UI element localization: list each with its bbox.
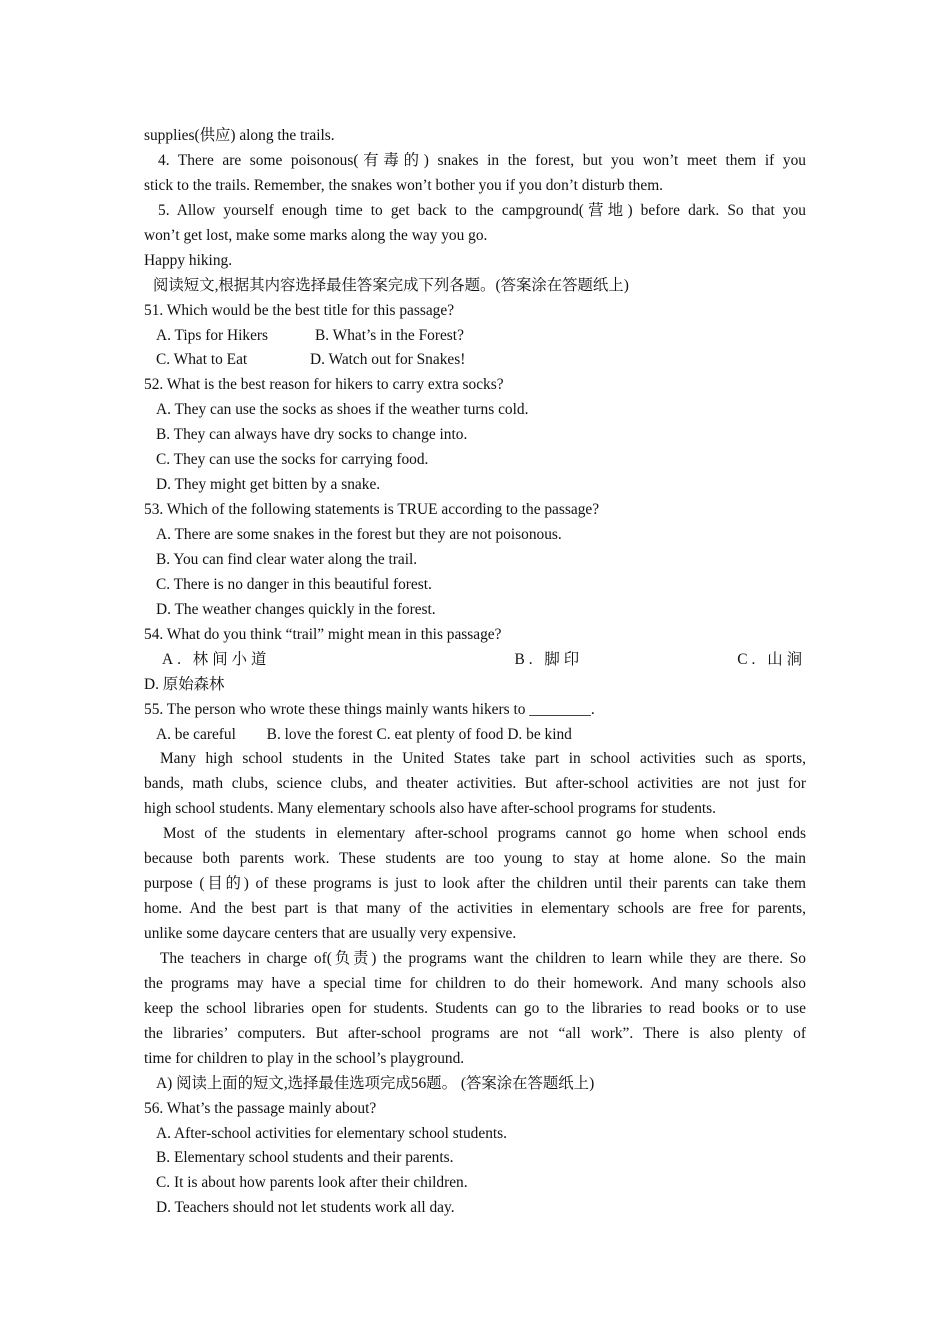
tip-4-line-1: 4. There are some poisonous(有毒的) snakes in the forest, but you won’t meet them if you — [158, 151, 806, 169]
tip-4-line-2: stick to the trails. Remember, the snakes won’t bother you if you don’t disturb them. — [144, 176, 664, 194]
option-52-b: B. They can always have dry socks to change into. — [156, 426, 468, 444]
closing-line: Happy hiking. — [144, 251, 233, 269]
question-55: 55. The person who wrote these things mainly wants hikers to ________. — [144, 700, 595, 718]
option-51-b: B. What’s in the Forest? — [315, 326, 464, 344]
option-54-a: A. 林间小道 — [162, 650, 271, 668]
option-51-c: C. What to Eat — [156, 351, 248, 369]
question-54: 54. What do you think “trail” might mean in this passage? — [144, 625, 502, 643]
option-51-a: A. Tips for Hikers — [156, 326, 269, 344]
question-51-options-row-1 — [144, 324, 806, 349]
passage-p2-line-3: purpose (目的) of these programs is just to look after the children until their parents can take them — [144, 875, 806, 893]
passage-p1-line-3: high school students. Many elementary schools also have after-school programs for students. — [144, 800, 717, 818]
option-53-a: A. There are some snakes in the forest but they are not poisonous. — [156, 526, 562, 543]
option-53-d: D. The weather changes quickly in the forest. — [156, 600, 436, 618]
question-53: 53. Which of the following statements is TRUE according to the passage? — [144, 501, 600, 519]
option-52-a: A. They can use the socks as shoes if the weather turns cold. — [156, 401, 529, 419]
text-line: supplies(供应) along the trails. — [144, 127, 335, 144]
option-54-d: D. 原始森林 — [144, 675, 225, 693]
passage-p1-line-2: bands, math clubs, science clubs, and theater activities. But after-school activities are not just for — [144, 775, 806, 793]
passage-p2-line-5: unlike some daycare centers that are usually very expensive. — [144, 925, 517, 942]
document-page — [144, 124, 806, 1221]
option-52-c: C. They can use the socks for carrying food. — [156, 451, 429, 469]
option-54-c: C. 山涧 — [737, 650, 806, 668]
option-51-d: D. Watch out for Snakes! — [310, 351, 466, 369]
passage-p1-line-1: Many high school students in the United States take part in school activities such as sports, — [160, 750, 806, 768]
question-51-options-row-2 — [144, 348, 806, 373]
option-53-c: C. There is no danger in this beautiful forest. — [156, 575, 432, 593]
passage-p3-line-5: time for children to play in the school’s playground. — [144, 1049, 465, 1067]
passage-p2-line-2: because both parents work. These students are too young to stay at home alone. So the main — [144, 850, 806, 868]
option-56-c: C. It is about how parents look after their children. — [156, 1174, 468, 1192]
tip-5-line-2: won’t get lost, make some marks along the way you go. — [144, 226, 488, 244]
option-56-a: A. After-school activities for elementary school students. — [156, 1124, 508, 1142]
option-56-b: B. Elementary school students and their parents. — [156, 1149, 454, 1167]
passage-p2-line-1: Most of the students in elementary after-school programs cannot go home when school ends — [163, 825, 806, 843]
instruction-line: 阅读短文,根据其内容选择最佳答案完成下列各题。(答案涂在答题纸上) — [153, 276, 629, 294]
passage-p3-line-3: keep the school libraries open for students. Students can go to the libraries to read books or to use — [144, 999, 806, 1017]
option-56-d: D. Teachers should not let students work all day. — [156, 1199, 455, 1217]
question-56: 56. What’s the passage mainly about? — [144, 1099, 377, 1117]
question-52: 52. What is the best reason for hikers to carry extra socks? — [144, 376, 504, 394]
question-55-options: A. be careful B. love the forest C. eat plenty of food D. be kind — [156, 725, 572, 743]
option-54-b: B. 脚印 — [514, 650, 584, 668]
passage-p2-line-4: home. And the best part is that many of the activities in elementary schools are free for parents, — [144, 900, 806, 918]
option-53-b: B. You can find clear water along the trail. — [156, 550, 418, 568]
passage-p3-line-1: The teachers in charge of(负责) the programs want the children to learn while they are there. So — [160, 949, 806, 967]
question-54-options-row — [144, 648, 806, 673]
passage-p3-line-2: the programs may have a special time for children to do their homework. And many schools also — [144, 974, 806, 992]
question-51: 51. Which would be the best title for this passage? — [144, 301, 455, 319]
passage-p3-line-4: the libraries’ computers. But after-school programs are not “all work”. There is also plenty of — [144, 1024, 806, 1042]
instruction-line-2: A) 阅读上面的短文,选择最佳选项完成56题。 (答案涂在答题纸上) — [156, 1074, 595, 1092]
tip-5-line-1: 5. Allow yourself enough time to get back to the campground(营地) before dark. So that you — [158, 201, 806, 219]
option-52-d: D. They might get bitten by a snake. — [156, 476, 381, 494]
